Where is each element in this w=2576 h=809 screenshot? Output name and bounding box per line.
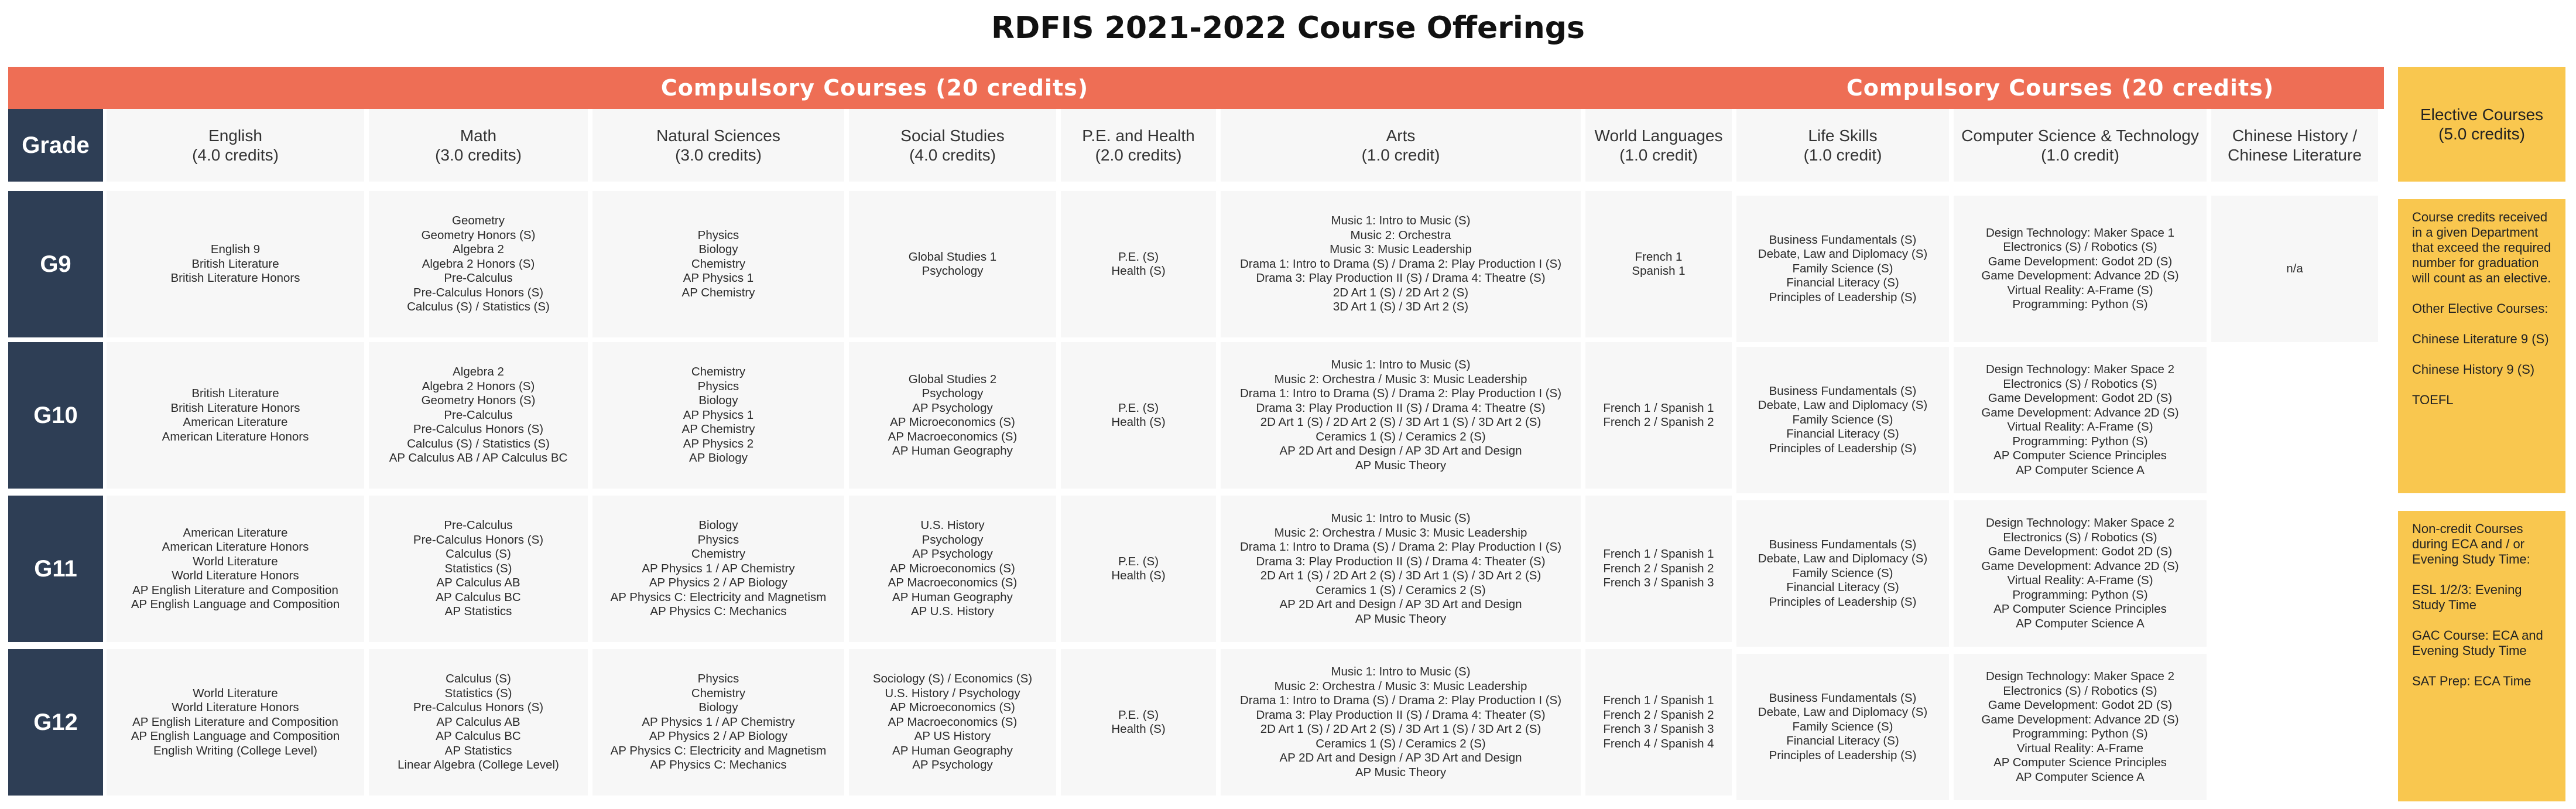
course-cell: Physics Biology Chemistry AP Physics 1 AP Chemistry	[592, 191, 844, 337]
course-cell: Global Studies 1 Psychology	[849, 191, 1056, 337]
course-cell: Global Studies 2 Psychology AP Psychology AP Microeconomics (S) AP Macroeconomics (S) AP Human Geography	[849, 342, 1056, 489]
course-cell: Business Fundamentals (S) Debate, Law and Diplomacy (S) Family Science (S) Financial Literacy (S) Principles of Leadership (S)	[1736, 654, 1949, 800]
elective-note-2: Non-credit Courses during ECA and / or Evening Study Time: ESL 1/2/3: Evening Study Time GAC Course: ECA and Evening Study Time SAT Prep: ECA Time	[2398, 511, 2565, 801]
column-header: World Languages (1.0 credit)	[1585, 109, 1732, 182]
column-header: Social Studies (4.0 credits)	[849, 109, 1056, 182]
course-cell: P.E. (S) Health (S)	[1061, 649, 1216, 796]
course-cell: French 1 / Spanish 1 French 2 / Spanish 2	[1585, 342, 1732, 489]
course-cell: Business Fundamentals (S) Debate, Law and Diplomacy (S) Family Science (S) Financial Literacy (S) Principles of Leadership (S)	[1736, 196, 1949, 342]
course-cell: Chemistry Physics Biology AP Physics 1 AP Chemistry AP Physics 2 AP Biology	[592, 342, 844, 489]
course-cell	[2211, 347, 2378, 493]
course-cell: French 1 Spanish 1	[1585, 191, 1732, 337]
course-cell: P.E. (S) Health (S)	[1061, 342, 1216, 489]
column-header: Chinese History / Chinese Literature	[2211, 109, 2378, 182]
course-cell: Business Fundamentals (S) Debate, Law and Diplomacy (S) Family Science (S) Financial Literacy (S) Principles of Leadership (S)	[1736, 500, 1949, 647]
course-cell: English 9 British Literature British Literature Honors	[107, 191, 364, 337]
grade-label: G12	[8, 649, 103, 796]
compulsory-banner-left: Compulsory Courses (20 credits)	[8, 67, 1741, 109]
course-cell: French 1 / Spanish 1 French 2 / Spanish 2 French 3 / Spanish 3 French 4 / Spanish 4	[1585, 649, 1732, 796]
course-cell: Music 1: Intro to Music (S) Music 2: Orchestra Music 3: Music Leadership Drama 1: Intro to Drama (S) / Drama 2: Play Production I (S) Drama 3: Play Production II (S) / Drama 4: Theatre (S) 2D Art 1 (S) / 2D Art 2 (S) 3D Art 1 (S) / 3D Art 2 (S)	[1221, 191, 1581, 337]
course-cell: Biology Physics Chemistry AP Physics 1 / AP Chemistry AP Physics 2 / AP Biology AP Physics C: Electricity and Magnetism AP Physics C: Mechanics	[592, 496, 844, 642]
course-cell: Business Fundamentals (S) Debate, Law and Diplomacy (S) Family Science (S) Financial Literacy (S) Principles of Leadership (S)	[1736, 347, 1949, 493]
compulsory-banner-right: Compulsory Courses (20 credits)	[1736, 67, 2384, 109]
course-cell: Music 1: Intro to Music (S) Music 2: Orchestra / Music 3: Music Leadership Drama 1: Intro to Drama (S) / Drama 2: Play Production I (S) Drama 3: Play Production II (S) / Drama 4: Theater (S) 2D Art 1 (S) / 2D Art 2 (S) / 3D Art 1 (S) / 3D Art 2 (S) Ceramics 1 (S) / Ceramics 2 (S) AP 2D Art and Design / AP 3D Art and Design AP Music Theory	[1221, 496, 1581, 642]
column-header: Life Skills (1.0 credit)	[1736, 109, 1949, 182]
course-cell: World Literature World Literature Honors AP English Literature and Composition AP English Language and Composition English Writing (College Level)	[107, 649, 364, 796]
course-cell: French 1 / Spanish 1 French 2 / Spanish 2 French 3 / Spanish 3	[1585, 496, 1732, 642]
column-header: English (4.0 credits)	[107, 109, 364, 182]
course-cell: Music 1: Intro to Music (S) Music 2: Orchestra / Music 3: Music Leadership Drama 1: Intro to Drama (S) / Drama 2: Play Production I (S) Drama 3: Play Production II (S) / Drama 4: Theater (S) 2D Art 1 (S) / 2D Art 2 (S) / 3D Art 1 (S) / 3D Art 2 (S) Ceramics 1 (S) / Ceramics 2 (S) AP 2D Art and Design / AP 3D Art and Design AP Music Theory	[1221, 649, 1581, 796]
course-cell: American Literature American Literature Honors World Literature World Literature Honors AP English Literature and Composition AP English Language and Composition	[107, 496, 364, 642]
course-cell	[2211, 500, 2378, 647]
column-header: Math (3.0 credits)	[369, 109, 588, 182]
grade-label: G9	[8, 191, 103, 337]
column-header: Natural Sciences (3.0 credits)	[592, 109, 844, 182]
course-cell: Pre-Calculus Pre-Calculus Honors (S) Calculus (S) Statistics (S) AP Calculus AB AP Calculus BC AP Statistics	[369, 496, 588, 642]
page-title: RDFIS 2021-2022 Course Offerings	[991, 11, 1585, 46]
column-header: Computer Science & Technology (1.0 credit)	[1954, 109, 2207, 182]
course-cell: Physics Chemistry Biology AP Physics 1 / AP Chemistry AP Physics 2 / AP Biology AP Physics C: Electricity and Magnetism AP Physics C: Mechanics	[592, 649, 844, 796]
course-cell: P.E. (S) Health (S)	[1061, 496, 1216, 642]
course-cell: Music 1: Intro to Music (S) Music 2: Orchestra / Music 3: Music Leadership Drama 1: Intro to Drama (S) / Drama 2: Play Production I (S) Drama 3: Play Production II (S) / Drama 4: Theatre (S) 2D Art 1 (S) / 2D Art 2 (S) / 3D Art 1 (S) / 3D Art 2 (S) Ceramics 1 (S) / Ceramics 2 (S) AP 2D Art and Design / AP 3D Art and Design AP Music Theory	[1221, 342, 1581, 489]
course-cell: Sociology (S) / Economics (S) U.S. History / Psychology AP Microeconomics (S) AP Macroeconomics (S) AP US History AP Human Geography AP Psychology	[849, 649, 1056, 796]
grade-label: G10	[8, 342, 103, 489]
elective-note-1: Course credits received in a given Department that exceed the required number for graduation will count as an elective. Other Elective Courses: Chinese Literature 9 (S) Chinese History 9 (S) TOEFL	[2398, 199, 2565, 493]
course-cell	[2211, 654, 2378, 800]
column-header: P.E. and Health (2.0 credits)	[1061, 109, 1216, 182]
course-cell: n/a	[2211, 196, 2378, 342]
course-cell: Calculus (S) Statistics (S) Pre-Calculus Honors (S) AP Calculus AB AP Calculus BC AP Statistics Linear Algebra (College Level)	[369, 649, 588, 796]
course-cell: U.S. History Psychology AP Psychology AP Microeconomics (S) AP Macroeconomics (S) AP Human Geography AP U.S. History	[849, 496, 1056, 642]
grade-label: G11	[8, 496, 103, 642]
elective-header: Elective Courses (5.0 credits)	[2398, 67, 2565, 182]
column-header: Arts (1.0 credit)	[1221, 109, 1581, 182]
course-cell: British Literature British Literature Honors American Literature American Literature Honors	[107, 342, 364, 489]
course-cell: Algebra 2 Algebra 2 Honors (S) Geometry Honors (S) Pre-Calculus Pre-Calculus Honors (S) Calculus (S) / Statistics (S) AP Calculus AB / AP Calculus BC	[369, 342, 588, 489]
course-cell: Geometry Geometry Honors (S) Algebra 2 Algebra 2 Honors (S) Pre-Calculus Pre-Calculus Honors (S) Calculus (S) / Statistics (S)	[369, 191, 588, 337]
grade-header: Grade	[8, 109, 103, 182]
course-cell: Design Technology: Maker Space 2 Electronics (S) / Robotics (S) Game Development: Godot 2D (S) Game Development: Advance 2D (S) Programming: Python (S) Virtual Reality: A-Frame AP Computer Science Principles AP Computer Science A	[1954, 654, 2207, 800]
course-cell: Design Technology: Maker Space 1 Electronics (S) / Robotics (S) Game Development: Godot 2D (S) Game Development: Advance 2D (S) Virtual Reality: A-Frame (S) Programming: Python (S)	[1954, 196, 2207, 342]
course-cell: Design Technology: Maker Space 2 Electronics (S) / Robotics (S) Game Development: Godot 2D (S) Game Development: Advance 2D (S) Virtual Reality: A-Frame (S) Programming: Python (S) AP Computer Science Principles AP Computer Science A	[1954, 500, 2207, 647]
course-cell: P.E. (S) Health (S)	[1061, 191, 1216, 337]
course-cell: Design Technology: Maker Space 2 Electronics (S) / Robotics (S) Game Development: Godot 2D (S) Game Development: Advance 2D (S) Virtual Reality: A-Frame (S) Programming: Python (S) AP Computer Science Principles AP Computer Science A	[1954, 347, 2207, 493]
